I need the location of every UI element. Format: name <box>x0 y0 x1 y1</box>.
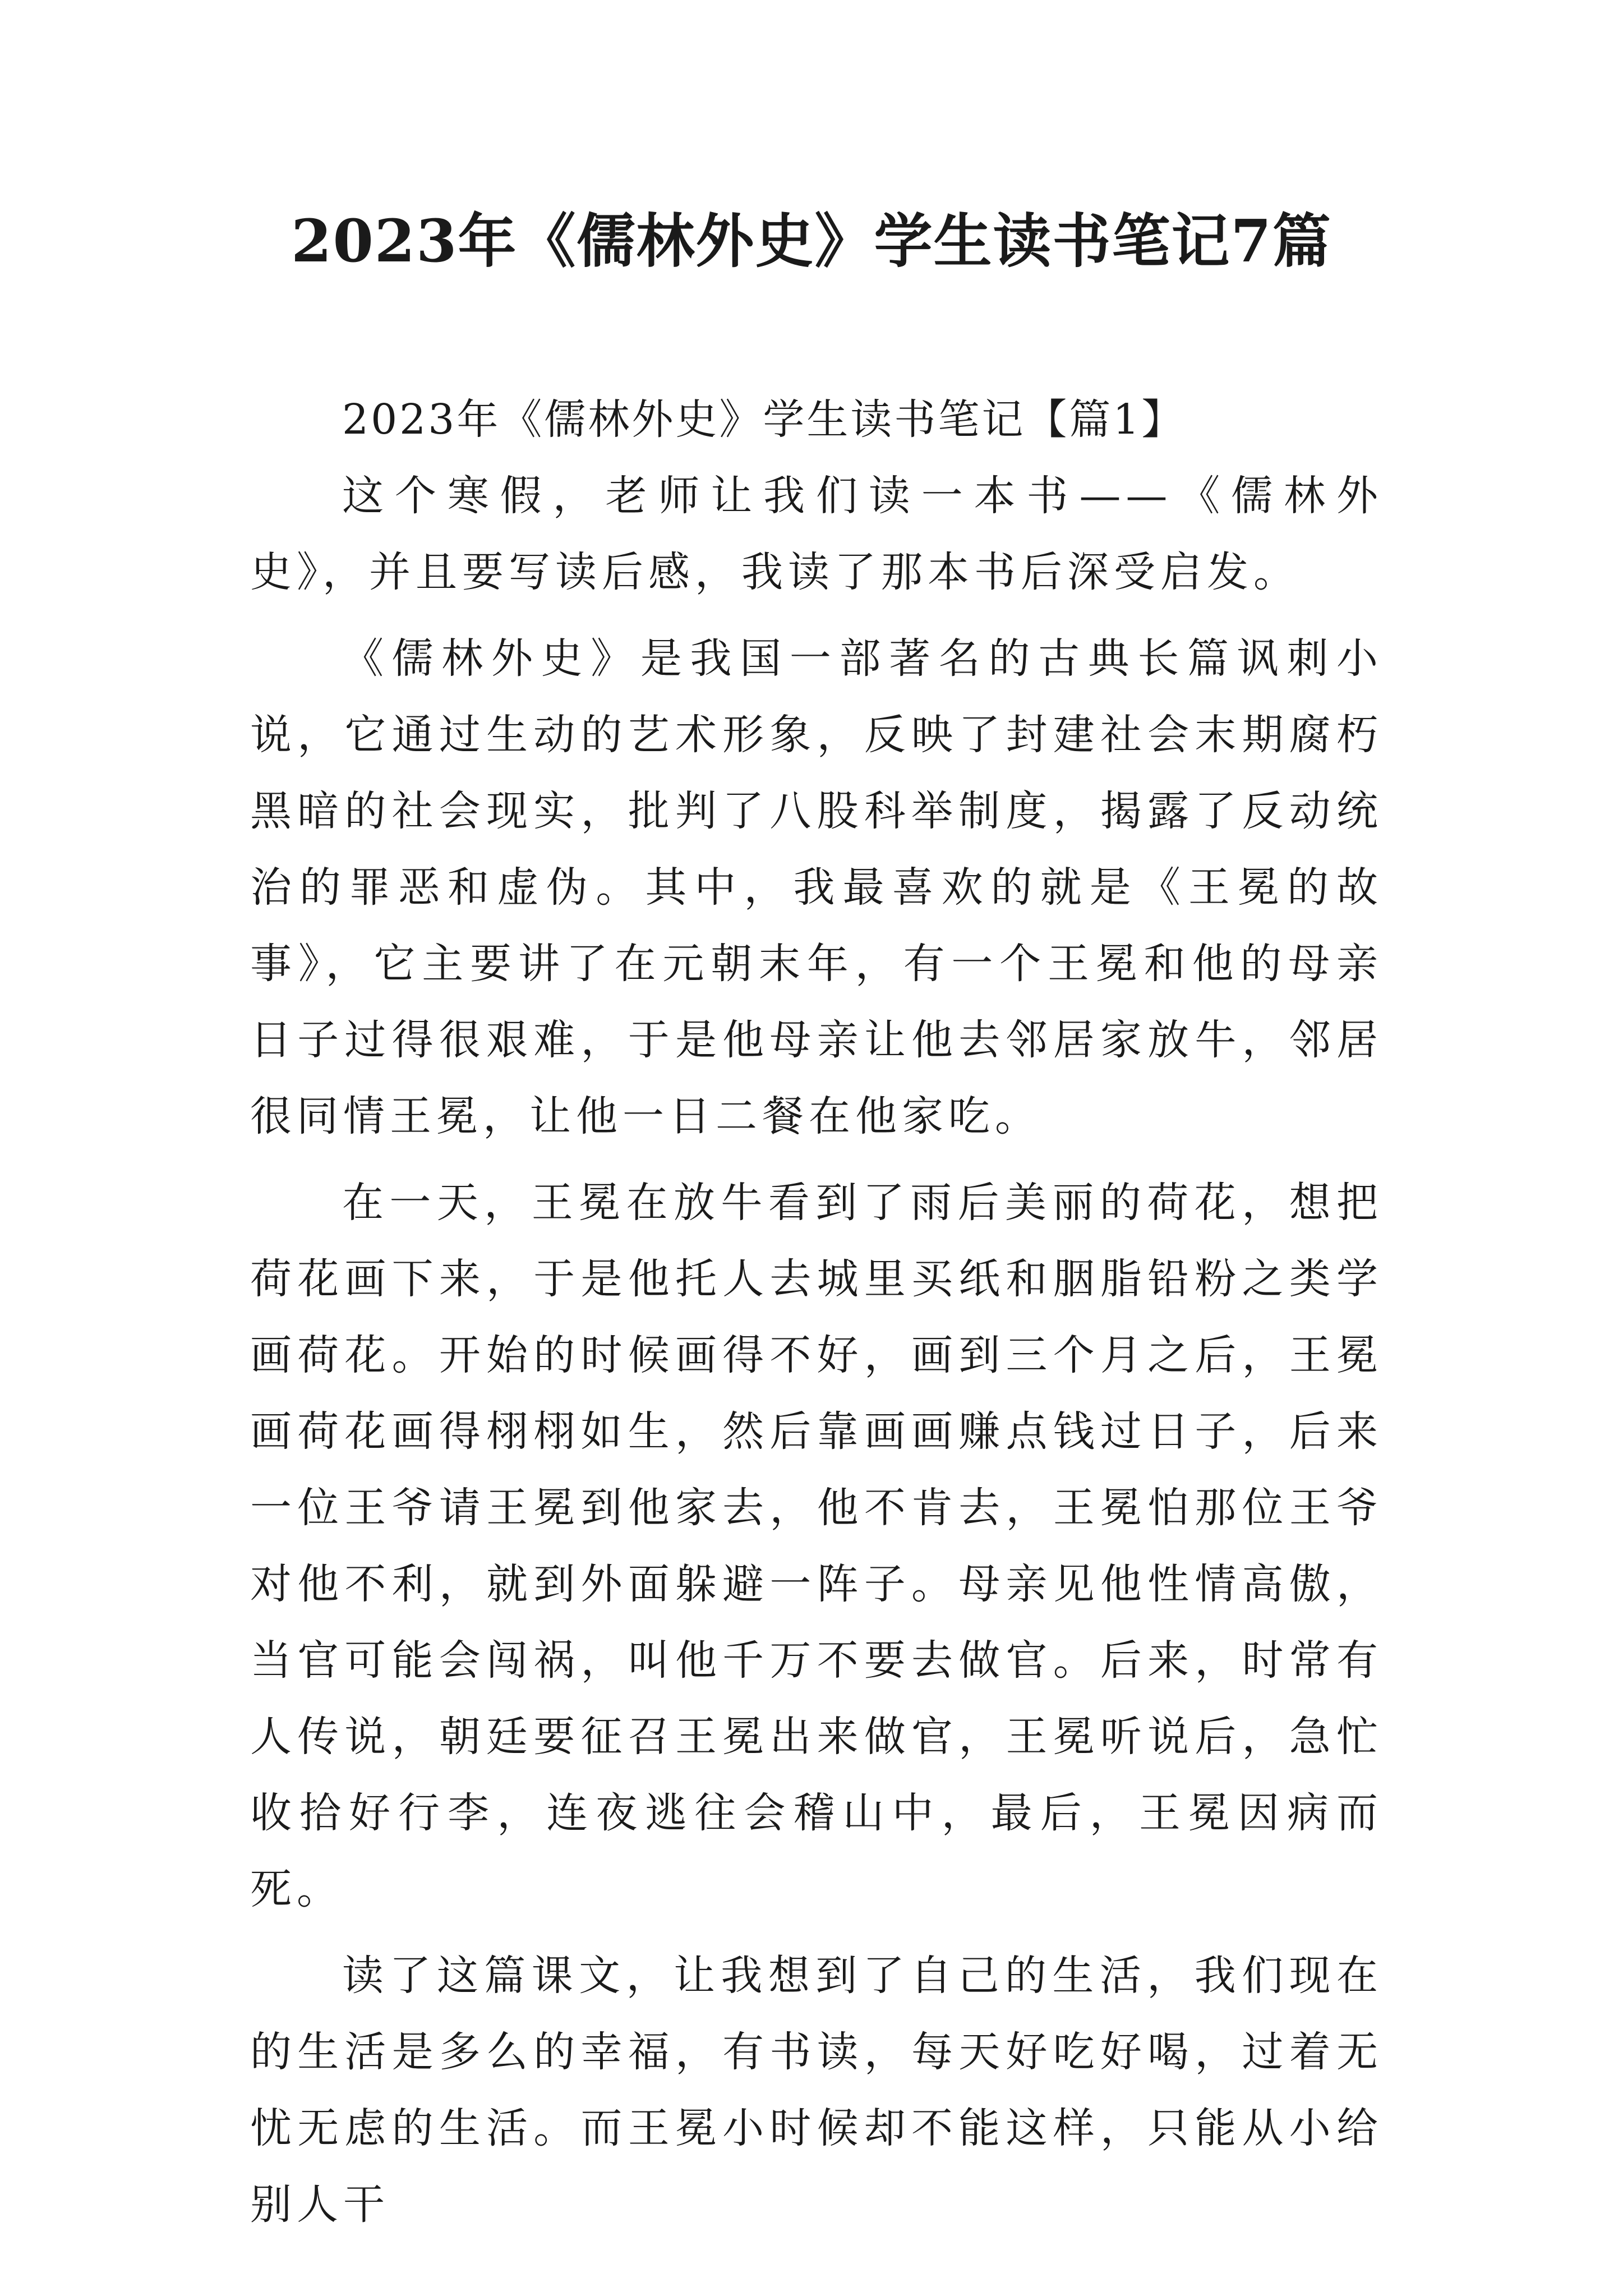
paragraph: 这个寒假，老师让我们读一本书——《儒林外史》，并且要写读后感，我读了那本书后深受启发。 <box>250 472 1383 596</box>
document-body <box>250 381 1383 2243</box>
document-title: 2023年《儒林外史》学生读书笔记7篇 <box>291 206 1332 275</box>
paragraph: 《儒林外史》是我国一部著名的古典长篇讽刺小说，它通过生动的艺术形象，反映了封建社会末期腐朽黑暗的社会现实，批判了八股科举制度，揭露了反动统治的罪恶和虚伪。其中，我最喜欢的就是《王冕的故事》，它主要讲了在元朝末年，有一个王冕和他的母亲日子过得很艰难，于是他母亲让他去邻居家放牛，邻居很同情王冕，让他一日二餐在他家吃。 <box>250 634 1383 1140</box>
paragraph: 读了这篇课文，让我想到了自己的生活，我们现在的生活是多么的幸福，有书读，每天好吃好喝，过着无忧无虑的生活。而王冕小时候却不能这样，只能从小给别人干 <box>250 1952 1383 2229</box>
paragraph: 在一天，王冕在放牛看到了雨后美丽的荷花，想把荷花画下来，于是他托人去城里买纸和胭脂铅粉之类学画荷花。开始的时候画得不好，画到三个月之后，王冕画荷花画得栩栩如生，然后靠画画赚点钱过日子，后来一位王爷请王冕到他家去，他不肯去，王冕怕那位王爷对他不利，就到外面躲避一阵子。母亲见他性情高傲，当官可能会闯祸，叫他千万不要去做官。后来，时常有人传说，朝廷要征召王冕出来做官，王冕听说后，急忙收拾好行李，连夜逃往会稽山中，最后，王冕因病而死。 <box>250 1179 1383 1913</box>
section-heading: 2023年《儒林外史》学生读书笔记【篇1】 <box>342 395 1186 444</box>
